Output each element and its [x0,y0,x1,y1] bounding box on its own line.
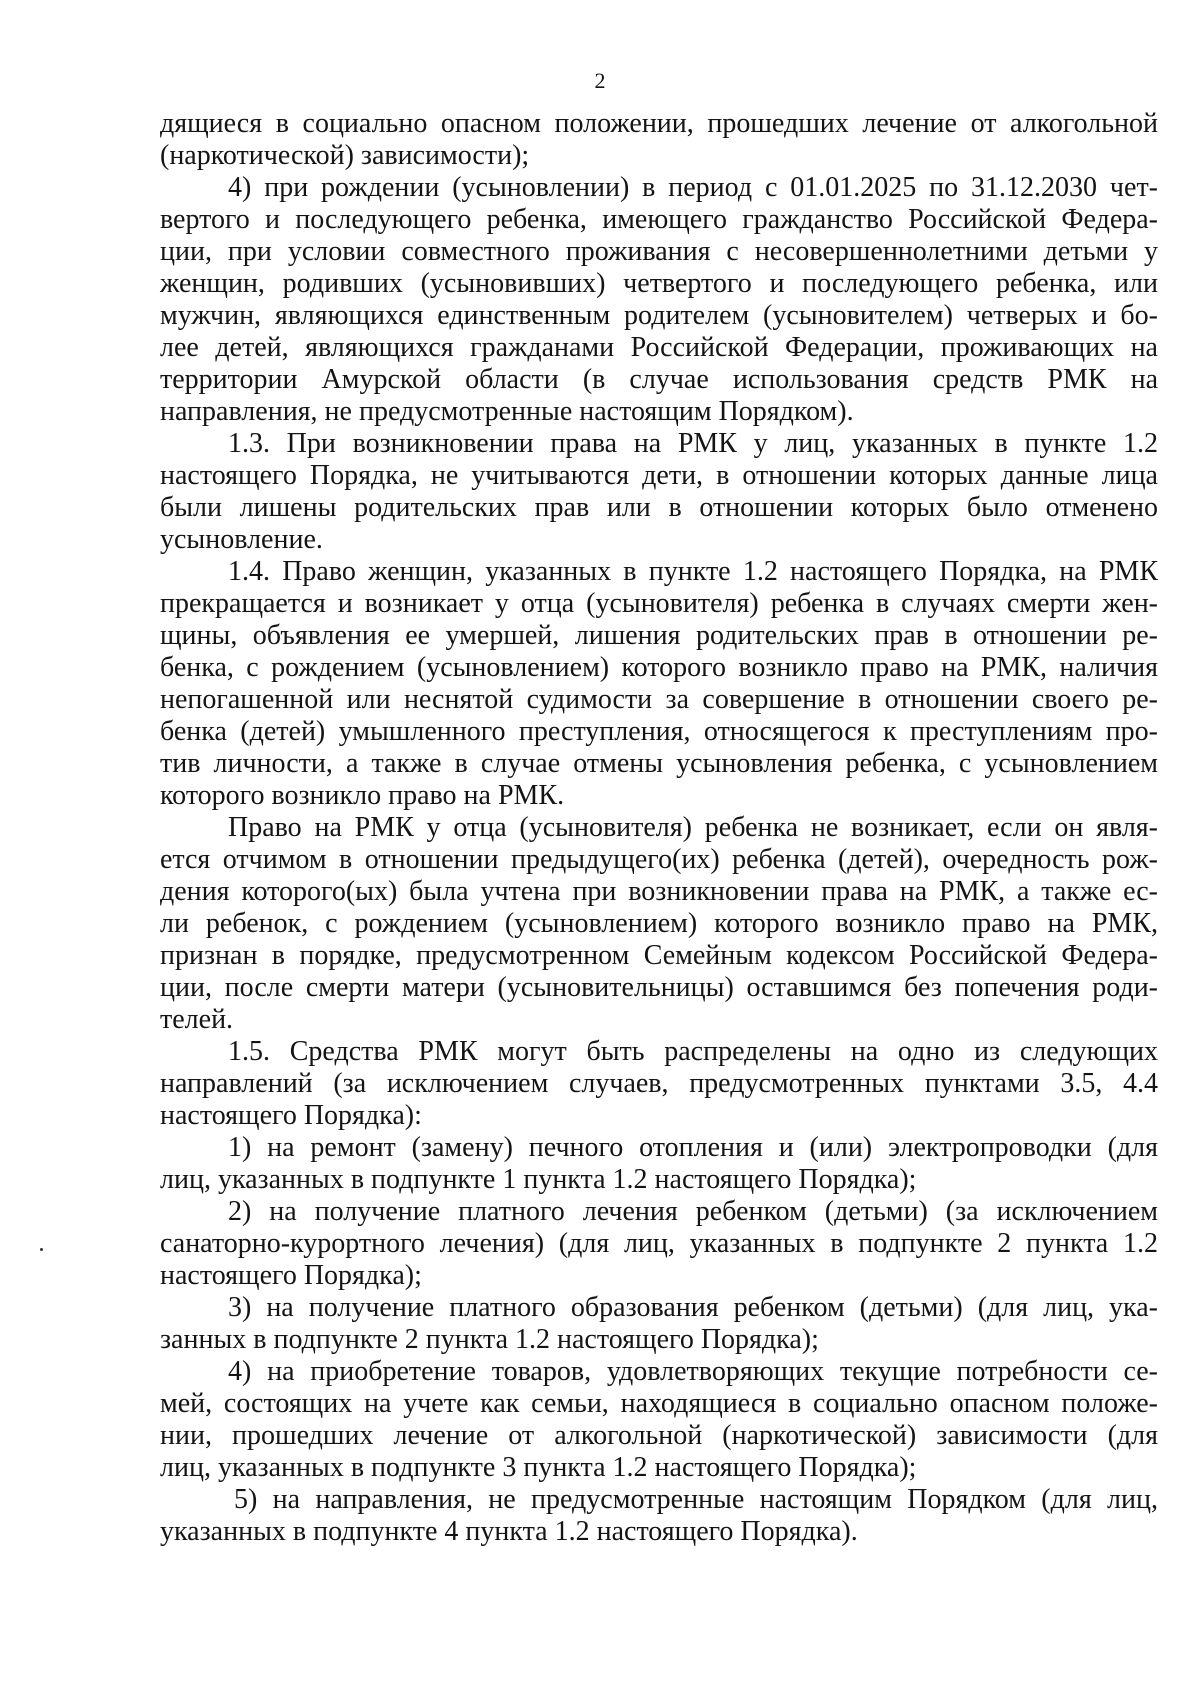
text-line: прекращается и возникает у отца (усыновителя) ребенка в случаях смерти жен- [160,588,1158,619]
page-number: 2 [594,68,606,93]
text-line: указанных в подпункте 4 пункта 1.2 настоящего Порядка). [160,1516,858,1547]
text-line: 5) на направления, не предусмотренные настоящим Порядком (для лиц, [234,1484,1158,1515]
text-line: бенка, с рождением (усыновлением) которого возникло право на РМК, наличия [160,652,1158,683]
scan-artifact-dot [40,1248,43,1251]
text-line: ции, после смерти матери (усыновительницы) оставшимся без попечения роди- [160,972,1158,1003]
text-line: лее детей, являющихся гражданами Российской Федерации, проживающих на [160,332,1158,363]
text-line: мей, состоящих на учете как семьи, находящиеся в социально опасном положе- [160,1388,1158,1419]
text-line: Право на РМК у отца (усыновителя) ребенка не возникает, если он явля- [228,812,1158,843]
text-line: вертого и последующего ребенка, имеющего гражданство Российской Федера- [160,204,1158,235]
text-line: настоящего Порядка); [160,1260,422,1291]
text-line: которого возникло право на РМК. [160,780,565,811]
text-line: направления, не предусмотренные настоящим Порядком). [160,396,854,427]
text-line: бенка (детей) умышленного преступления, относящегося к преступлениям про- [160,716,1158,747]
text-line: щины, объявления ее умершей, лишения родительских прав в отношении ре- [160,620,1158,651]
text-line: (наркотической) зависимости); [160,140,530,171]
text-line: нии, прошедших лечение от алкогольной (наркотической) зависимости (для [160,1420,1158,1451]
text-line: мужчин, являющихся единственным родителем (усыновителем) четверых и бо- [160,300,1158,331]
text-line: направлений (за исключением случаев, предусмотренных пунктами 3.5, 4.4 [160,1068,1158,1099]
text-line: ции, при условии совместного проживания с несовершеннолетними детьми у [160,236,1158,267]
text-line: ли ребенок, с рождением (усыновлением) которого возникло право на РМК, [160,908,1158,939]
text-line: настоящего Порядка): [160,1100,422,1131]
text-line: 1) на ремонт (замену) печного отопления и (или) электропроводки (для [228,1132,1158,1163]
text-line: 1.4. Право женщин, указанных в пункте 1.2 настоящего Порядка, на РМК [228,556,1158,587]
text-line: ется отчимом в отношении предыдущего(их) ребенка (детей), очередность рож- [160,844,1158,875]
text-line: 4) при рождении (усыновлении) в период с 01.01.2025 по 31.12.2030 чет- [228,172,1158,203]
text-line: 2) на получение платного лечения ребенком (детьми) (за исключением [228,1196,1158,1227]
text-line: непогашенной или неснятой судимости за совершение в отношении своего ре- [160,684,1158,715]
text-line: усыновление. [160,524,323,555]
text-line: 4) на приобретение товаров, удовлетворяющих текущие потребности се- [228,1356,1158,1387]
text-line: лиц, указанных в подпункте 3 пункта 1.2 настоящего Порядка); [160,1452,917,1483]
text-line: женщин, родивших (усыновивших) четвертого и последующего ребенка, или [160,268,1158,299]
text-line: занных в подпункте 2 пункта 1.2 настоящего Порядка); [160,1324,819,1355]
document-body [160,108,1158,1548]
text-line: 1.5. Средства РМК могут быть распределены на одно из следующих [228,1036,1158,1067]
text-line: телей. [160,1004,234,1035]
text-line: были лишены родительских прав или в отношении которых было отменено [160,492,1158,523]
text-line: лиц, указанных в подпункте 1 пункта 1.2 настоящего Порядка); [160,1164,917,1195]
text-line: территории Амурской области (в случае использования средств РМК на [160,364,1158,395]
text-line: дящиеся в социально опасном положении, прошедших лечение от алкогольной [160,108,1158,139]
text-line: санаторно-курортного лечения) (для лиц, указанных в подпункте 2 пункта 1.2 [160,1228,1158,1259]
text-line: 3) на получение платного образования ребенком (детьми) (для лиц, ука- [228,1292,1158,1323]
text-line: тив личности, а также в случае отмены усыновления ребенка, с усыновлением [160,748,1158,779]
text-line: настоящего Порядка, не учитываются дети, в отношении которых данные лица [160,460,1158,491]
text-line: признан в порядке, предусмотренном Семейным кодексом Российской Федера- [160,940,1158,971]
text-line: 1.3. При возникновении права на РМК у лиц, указанных в пункте 1.2 [228,428,1158,459]
text-line: дения которого(ых) была учтена при возникновении права на РМК, а также ес- [160,876,1158,907]
